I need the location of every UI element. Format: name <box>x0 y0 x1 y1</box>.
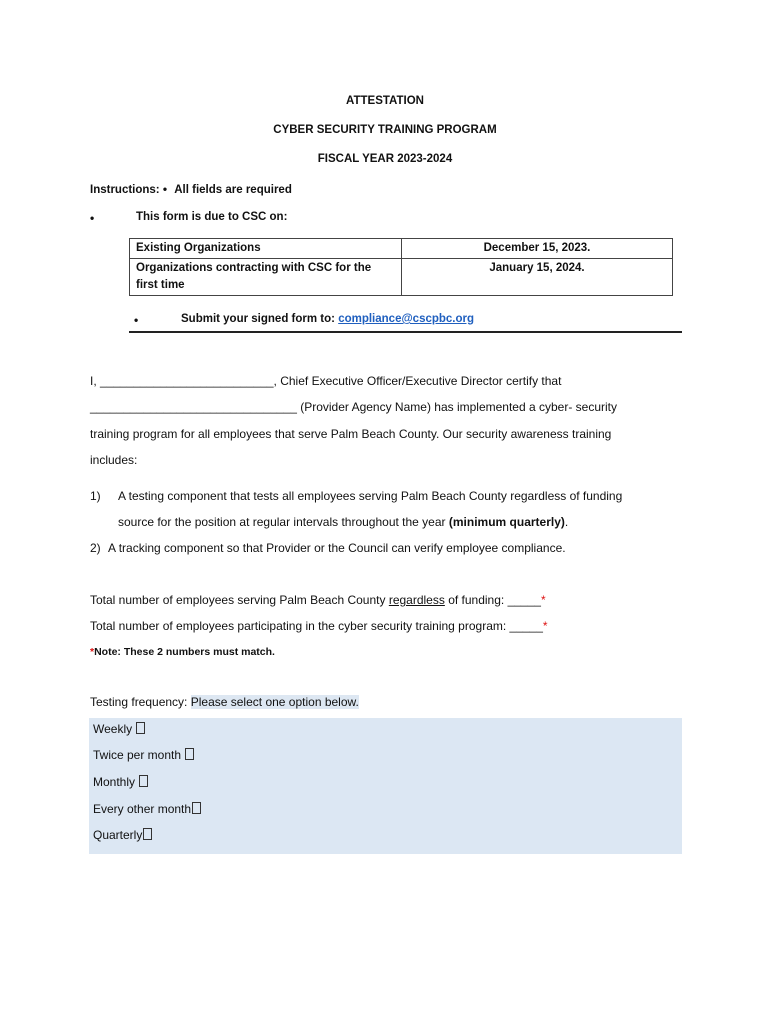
bullet-icon: • <box>162 182 168 196</box>
option-label: Every other month <box>93 802 192 816</box>
table-row <box>130 239 673 259</box>
required-asterisk: * <box>540 593 546 607</box>
table-row <box>130 259 673 296</box>
submit-label: Submit your signed form to: <box>181 313 335 325</box>
instructions-label: Instructions: <box>90 184 160 196</box>
checkbox-icon[interactable] <box>143 828 152 840</box>
component-number-1: 1) <box>90 489 101 503</box>
agency-name-field[interactable]: _______________________________ <box>90 400 297 414</box>
component-item-1-bold: (minimum quarterly) <box>448 515 565 529</box>
component-number-2: 2) <box>90 541 101 555</box>
testing-frequency-line <box>90 695 359 709</box>
bullet-icon: • <box>90 211 95 225</box>
component-item-1-line-2 <box>118 515 568 529</box>
submit-email-link[interactable]: compliance@cscpbc.org <box>338 313 475 325</box>
component-item-1-end: . <box>564 515 569 529</box>
ceo-name-field[interactable]: __________________________ <box>100 374 274 388</box>
testing-frequency-label: Testing frequency: <box>90 695 191 709</box>
note-text: Note: These 2 numbers must match. <box>94 646 275 658</box>
total-participating-line <box>90 619 548 633</box>
instruction-required: All fields are required <box>174 184 292 196</box>
checkbox-icon[interactable] <box>185 748 194 760</box>
submit-line <box>181 313 474 325</box>
note-asterisk: * <box>90 646 95 658</box>
checkbox-icon[interactable] <box>136 722 145 734</box>
bullet-icon: • <box>134 313 139 327</box>
table-cell-date: December 15, 2023. <box>402 239 673 259</box>
divider <box>129 331 682 333</box>
component-item-1-line-1: A testing component that tests all employees serving Palm Beach County regardless of funding <box>118 489 623 503</box>
certification-line-3: training program for all employees that serve Palm Beach County. Our security awareness training <box>90 427 612 441</box>
certification-line-4: includes: <box>90 453 138 467</box>
submit-bullet <box>134 313 138 327</box>
required-asterisk: * <box>542 619 548 633</box>
testing-frequency-prompt: Please select one option below. <box>190 695 359 709</box>
option-label: Weekly <box>93 722 133 736</box>
certification-prefix: I, <box>90 374 101 388</box>
title-program: CYBER SECURITY TRAINING PROGRAM <box>273 124 497 136</box>
certification-line-1 <box>90 374 561 388</box>
total-employees-label: Total number of employees serving Palm Beach County <box>90 593 389 607</box>
instruction-due-bullet <box>90 211 94 225</box>
regardless-text: regardless <box>388 593 445 607</box>
certification-agency-text: (Provider Agency Name) has implemented a cyber- security <box>296 400 618 414</box>
certification-suffix: , Chief Executive Officer/Executive Director certify that <box>273 374 562 388</box>
table-cell-org: Existing Organizations <box>130 239 402 259</box>
option-quarterly[interactable] <box>93 828 152 842</box>
option-every-other-month[interactable] <box>93 802 201 816</box>
instructions-line <box>90 182 292 196</box>
due-dates-table <box>129 238 673 296</box>
option-monthly[interactable] <box>93 775 148 789</box>
table-cell-date: January 15, 2024. <box>402 259 673 296</box>
option-twice-per-month[interactable] <box>93 748 194 762</box>
checkbox-icon[interactable] <box>192 802 201 814</box>
total-employees-line <box>90 593 546 607</box>
option-label: Quarterly <box>93 828 143 842</box>
component-item-1-text: source for the position at regular intervals throughout the year <box>118 515 449 529</box>
component-item-2-text: A tracking component so that Provider or the Council can verify employee compliance. <box>108 541 566 555</box>
component-item-2 <box>90 541 566 555</box>
option-weekly[interactable] <box>93 722 145 736</box>
title-fiscal-year: FISCAL YEAR 2023-2024 <box>317 153 453 165</box>
certification-line-2 <box>90 400 617 414</box>
checkbox-icon[interactable] <box>139 775 148 787</box>
total-employees-field[interactable]: of funding: _____ <box>444 593 541 607</box>
table-cell-org: Organizations contracting with CSC for the first time <box>130 259 402 296</box>
title-attestation: ATTESTATION <box>346 95 424 107</box>
frequency-options <box>89 718 682 854</box>
match-note <box>90 646 275 658</box>
instruction-due: This form is due to CSC on: <box>136 211 288 223</box>
total-participating-field[interactable]: Total number of employees participating in the cyber security training program: _____ <box>90 619 543 633</box>
option-label: Twice per month <box>93 748 182 762</box>
option-label: Monthly <box>93 775 136 789</box>
